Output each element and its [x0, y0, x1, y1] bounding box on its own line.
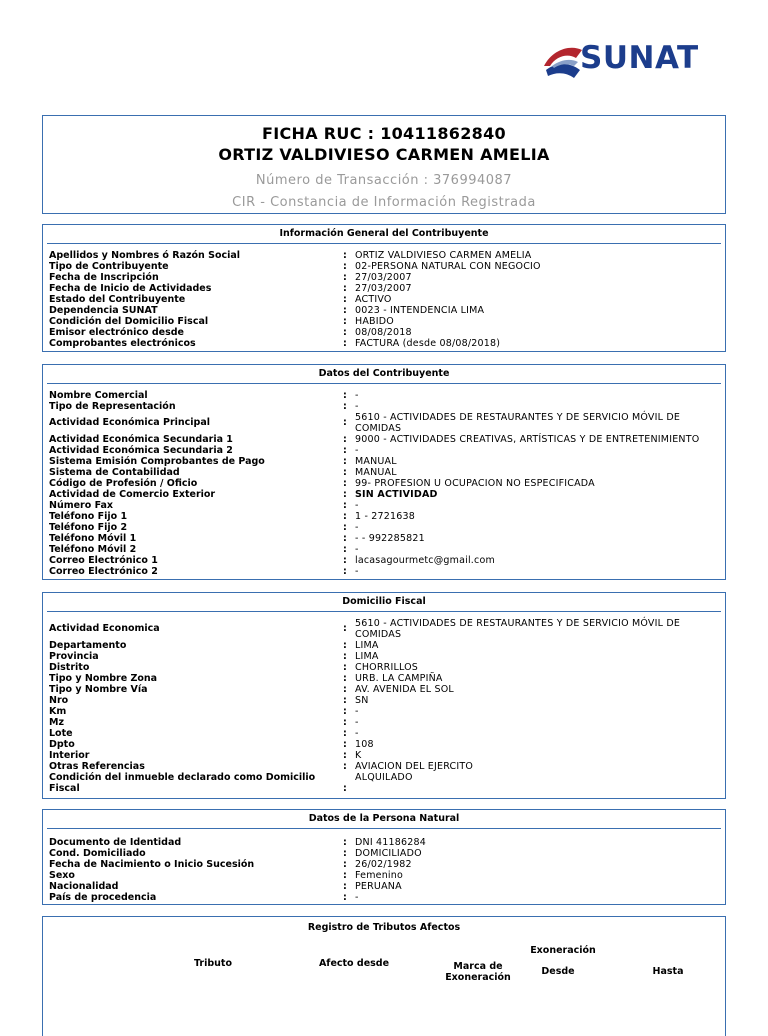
field-value: - - 992285821 [355, 533, 425, 544]
field-label: Emisor electrónico desde [49, 327, 184, 338]
field-row [49, 272, 719, 283]
field-row [49, 739, 719, 750]
field-row [49, 618, 719, 640]
field-label: Teléfono Móvil 1 [49, 533, 137, 544]
field-row [49, 555, 719, 566]
field-separator: : [343, 511, 347, 522]
field-value: - [355, 566, 359, 577]
ficha-ruc-title: FICHA RUC : 10411862840 [262, 124, 506, 143]
ficha-header [42, 115, 726, 214]
field-separator: : [343, 533, 347, 544]
field-row [49, 544, 719, 555]
field-value: 108 [355, 739, 374, 750]
field-label: Otras Referencias [49, 761, 145, 772]
field-value: - [355, 445, 359, 456]
field-label: País de procedencia [49, 892, 157, 903]
field-separator: : [343, 390, 347, 401]
col-marca-exoneracion-1: Marca de [453, 961, 503, 972]
field-label: Teléfono Móvil 2 [49, 544, 137, 555]
field-separator: : [343, 870, 347, 881]
field-separator: : [343, 651, 347, 662]
field-value: - [355, 728, 359, 739]
col-hasta: Hasta [652, 966, 684, 977]
field-label: Distrito [49, 662, 90, 673]
field-row [49, 456, 719, 467]
field-value: ORTIZ VALDIVIESO CARMEN AMELIA [355, 250, 532, 261]
col-afecto-desde: Afecto desde [318, 958, 390, 969]
field-separator: : [343, 673, 347, 684]
field-label: Correo Electrónico 2 [49, 566, 158, 577]
field-label: Sistema Emisión Comprobantes de Pago [49, 456, 265, 467]
col-tributo: Tributo [193, 958, 232, 969]
field-value: LIMA [355, 640, 379, 651]
field-label: Actividad Economica [49, 623, 160, 634]
field-label: Código de Profesión / Oficio [49, 478, 198, 489]
field-label: Tipo y Nombre Zona [49, 673, 158, 684]
field-value: 5610 - ACTIVIDADES DE RESTAURANTES Y DE SERVICIO MÓVIL DE COMIDAS [355, 618, 681, 640]
field-row [49, 305, 719, 316]
section-title: Registro de Tributos Afectos [307, 922, 461, 933]
tributos-section [42, 916, 726, 1036]
col-marca-exoneracion-2: Exoneración [445, 972, 511, 983]
field-value: lacasagourmetc@gmail.com [355, 555, 495, 566]
field-value: CHORRILLOS [355, 662, 419, 673]
field-separator: : [343, 881, 347, 892]
field-value: SIN ACTIVIDAD [355, 489, 438, 500]
field-row [49, 728, 719, 739]
field-label: Condición del Domicilio Fiscal [49, 316, 209, 327]
domicilio-fiscal-rows [43, 612, 725, 794]
info-general-section [42, 224, 726, 352]
datos-contribuyente-section [42, 364, 726, 580]
section-title: Datos del Contribuyente [47, 365, 721, 384]
field-separator: : [343, 316, 347, 327]
field-row [49, 327, 719, 338]
field-separator: : [343, 684, 347, 695]
field-value: MANUAL [355, 467, 397, 478]
field-value: DOMICILIADO [355, 848, 422, 859]
field-separator: : [343, 467, 347, 478]
field-row [49, 684, 719, 695]
field-row [49, 566, 719, 577]
field-label: Actividad de Comercio Exterior [49, 489, 216, 500]
field-separator: : [343, 555, 347, 566]
sunat-logo-text: SUNAT [580, 40, 699, 76]
field-separator: : [343, 294, 347, 305]
field-value: Femenino [355, 870, 403, 881]
field-value: 26/02/1982 [355, 859, 412, 870]
field-value: DNI 41186284 [355, 837, 426, 848]
field-separator: : [343, 739, 347, 750]
field-separator: : [343, 305, 347, 316]
field-label: Teléfono Fijo 1 [49, 511, 128, 522]
datos-contribuyente-rows [43, 384, 725, 577]
field-row [49, 316, 719, 327]
field-row [49, 511, 719, 522]
persona-natural-section [42, 809, 726, 905]
field-value: FACTURA (desde 08/08/2018) [355, 338, 501, 349]
field-separator: : [343, 566, 347, 577]
field-row [49, 706, 719, 717]
field-label: Tipo de Contribuyente [49, 261, 169, 272]
field-label: Km [49, 706, 67, 717]
field-row [49, 478, 719, 489]
field-label: Apellidos y Nombres ó Razón Social [49, 250, 241, 261]
field-label: Tipo de Representación [49, 401, 176, 412]
transaction-number: Número de Transacción : 376994087 [255, 173, 513, 188]
field-separator: : [343, 761, 347, 772]
field-value: - [355, 892, 359, 903]
field-label: Provincia [49, 651, 99, 662]
field-separator: : [343, 892, 347, 903]
field-row [49, 870, 719, 881]
field-label: Condición del inmueble declarado como Domicilio Fiscal [49, 772, 316, 794]
domicilio-fiscal-section [42, 592, 726, 799]
field-value: 0023 - INTENDENCIA LIMA [355, 305, 485, 316]
field-value: 27/03/2007 [355, 283, 412, 294]
field-row [49, 651, 719, 662]
field-separator: : [343, 848, 347, 859]
field-separator: : [343, 522, 347, 533]
section-title: Información General del Contribuyente [47, 225, 721, 244]
field-separator: : [343, 283, 347, 294]
field-separator: : [343, 417, 347, 428]
field-label: Estado del Contribuyente [49, 294, 186, 305]
field-label: Departamento [49, 640, 127, 651]
field-label: Número Fax [49, 500, 114, 511]
field-row [49, 250, 719, 261]
field-separator: : [343, 434, 347, 445]
field-row [49, 673, 719, 684]
sunat-logo [540, 36, 730, 86]
field-separator: : [343, 544, 347, 555]
field-separator: : [343, 338, 347, 349]
field-label: Tipo y Nombre Vía [49, 684, 148, 695]
field-label: Correo Electrónico 1 [49, 555, 158, 566]
field-value: URB. LA CAMPIÑA [355, 673, 443, 684]
field-separator: : [343, 750, 347, 761]
field-row [49, 489, 719, 500]
field-separator: : [343, 717, 347, 728]
field-row [49, 772, 719, 794]
field-value: 02-PERSONA NATURAL CON NEGOCIO [355, 261, 541, 272]
field-row [49, 761, 719, 772]
field-value: HABIDO [355, 316, 394, 327]
field-label: Nro [49, 695, 69, 706]
field-row [49, 717, 719, 728]
field-separator: : [343, 456, 347, 467]
field-row [49, 662, 719, 673]
field-row [49, 412, 719, 434]
field-separator: : [343, 640, 347, 651]
field-separator: : [343, 401, 347, 412]
field-row [49, 533, 719, 544]
field-separator: : [343, 272, 347, 283]
field-value: - [355, 706, 359, 717]
field-row [49, 881, 719, 892]
field-separator: : [343, 623, 347, 634]
field-value: 08/08/2018 [355, 327, 412, 338]
field-separator: : [343, 859, 347, 870]
field-row [49, 848, 719, 859]
field-label: Dependencia SUNAT [49, 305, 158, 316]
persona-natural-rows [43, 829, 725, 903]
field-label: Fecha de Nacimiento o Inicio Sucesión [49, 859, 255, 870]
field-value: - [355, 401, 359, 412]
field-row [49, 750, 719, 761]
field-label: Interior [49, 750, 90, 761]
col-exoneracion: Exoneración [530, 945, 596, 956]
field-separator: : [343, 445, 347, 456]
field-separator: : [343, 783, 347, 794]
field-value: 99- PROFESION U OCUPACION NO ESPECIFICADA [355, 478, 595, 489]
field-separator: : [343, 489, 347, 500]
field-label: Cond. Domiciliado [49, 848, 146, 859]
field-label: Mz [49, 717, 64, 728]
field-separator: : [343, 662, 347, 673]
field-label: Lote [49, 728, 73, 739]
field-row [49, 500, 719, 511]
field-value: 9000 - ACTIVIDADES CREATIVAS, ARTÍSTICAS Y DE ENTRETENIMIENTO [355, 434, 700, 445]
field-value: ALQUILADO [355, 772, 413, 783]
field-separator: : [343, 250, 347, 261]
field-label: Documento de Identidad [49, 837, 182, 848]
field-row [49, 467, 719, 478]
field-row [49, 445, 719, 456]
info-general-rows [43, 244, 725, 349]
cir-subtitle: CIR - Constancia de Información Registrada [232, 195, 536, 210]
field-separator: : [343, 261, 347, 272]
field-row [49, 695, 719, 706]
field-value: 1 - 2721638 [355, 511, 416, 522]
field-row [49, 892, 719, 903]
field-value: MANUAL [355, 456, 397, 467]
field-row [49, 283, 719, 294]
field-row [49, 837, 719, 848]
field-label: Nombre Comercial [49, 390, 148, 401]
field-value: AVIACION DEL EJERCITO [355, 761, 474, 772]
field-separator: : [343, 728, 347, 739]
field-value: PERUANA [355, 881, 402, 892]
field-label: Sistema de Contabilidad [49, 467, 180, 478]
field-label: Nacionalidad [49, 881, 119, 892]
field-row [49, 261, 719, 272]
section-title: Datos de la Persona Natural [47, 810, 721, 829]
field-row [49, 522, 719, 533]
field-value: 27/03/2007 [355, 272, 412, 283]
field-row [49, 859, 719, 870]
field-value: 5610 - ACTIVIDADES DE RESTAURANTES Y DE SERVICIO MÓVIL DE COMIDAS [355, 412, 681, 434]
field-value: - [355, 390, 359, 401]
field-label: Actividad Económica Secundaria 1 [49, 434, 233, 445]
field-value: K [355, 750, 362, 761]
field-separator: : [343, 327, 347, 338]
field-row [49, 434, 719, 445]
field-label: Fecha de Inicio de Actividades [49, 283, 212, 294]
field-separator: : [343, 478, 347, 489]
field-label: Actividad Económica Principal [49, 417, 211, 428]
field-label: Actividad Económica Secundaria 2 [49, 445, 233, 456]
field-row [49, 640, 719, 651]
field-separator: : [343, 695, 347, 706]
field-separator: : [343, 500, 347, 511]
field-value: - [355, 500, 359, 511]
field-value: - [355, 544, 359, 555]
field-row [49, 294, 719, 305]
field-label: Comprobantes electrónicos [49, 338, 196, 349]
field-value: - [355, 522, 359, 533]
col-desde: Desde [541, 966, 575, 977]
field-label: Dpto [49, 739, 75, 750]
section-title: Domicilio Fiscal [47, 593, 721, 612]
field-row [49, 390, 719, 401]
field-value: ACTIVO [355, 294, 392, 305]
field-separator: : [343, 837, 347, 848]
field-value: LIMA [355, 651, 379, 662]
field-label: Fecha de Inscripción [49, 272, 159, 283]
field-value: - [355, 717, 359, 728]
field-value: SN [355, 695, 369, 706]
field-row [49, 401, 719, 412]
field-label: Teléfono Fijo 2 [49, 522, 128, 533]
field-label: Sexo [49, 870, 75, 881]
field-row [49, 338, 719, 349]
field-separator: : [343, 706, 347, 717]
contribuyente-name: ORTIZ VALDIVIESO CARMEN AMELIA [218, 145, 550, 164]
field-value: AV. AVENIDA EL SOL [355, 684, 454, 695]
